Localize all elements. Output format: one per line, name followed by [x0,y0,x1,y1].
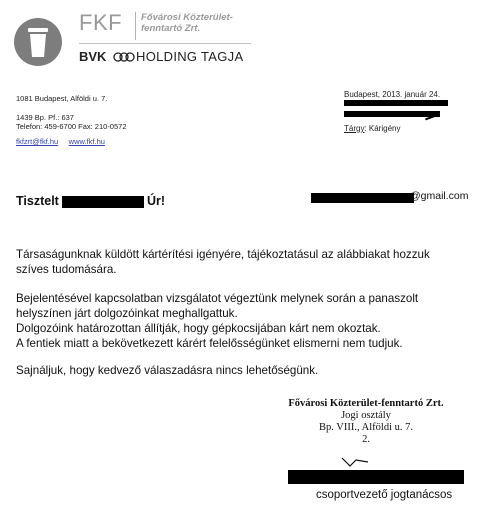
paragraph-2-line-4: A fentiek miatt a bekövetkezett kárért felelősségünket elismerni nem tudjuk. [16,337,403,350]
stamp-line-2: Jogi osztály [341,410,391,421]
signer-title: csoportvezető jogtanácsos [316,489,453,501]
stamp-line-3: Bp. VIII., Alföldi u. 7. [318,422,413,433]
header-rule [79,43,251,44]
salutation-start: Tisztelt [16,194,59,208]
redacted-email [311,193,414,203]
org-name-line2: fenntartó Zrt. [141,23,201,34]
redacted-signer-name [288,470,464,484]
paragraph-1-line-1: Társaságunknak küldött kártérítési igényére, tájékoztatásul az alábbiakat hozzuk [16,248,430,261]
address-phone: Telefon: 459-6700 Fax: 210-0572 [16,122,127,131]
trash-bin-logo-icon [27,28,49,58]
date-line: Budapest, 2013. január 24. [344,90,441,99]
department-stamp [266,398,466,445]
redacted-reference [344,100,448,106]
contact-links [16,131,105,149]
org-name-line1: Fővárosi Közterület- [141,12,233,23]
header-divider [135,12,136,40]
signature-mark [340,456,370,468]
paragraph-2-line-2: helyszínen járt dolgozóinkat meghallgattuk. [16,307,238,320]
address-pobox: 1439 Bp. Pf.: 637 [16,113,74,122]
subject-label: Tárgy [344,124,365,133]
paragraph-2-line-3: Dolgozóink határozottan állítják, hogy gépkocsijában kárt nem okoztak. [16,322,381,335]
paragraph-2-line-1: Bejelentésével kapcsolatban vizsgálatot végeztünk melynek során a panaszolt [16,292,419,305]
redacted-reference-2 [344,111,440,117]
stamp-line-1: Fővárosi Közterület-fenntartó Zrt. [288,398,444,409]
paragraph-3-line-1: Sajnáljuk, hogy kedvező válaszadásra nincs lehetőségünk. [16,364,319,377]
subject-line [344,124,400,133]
web-link[interactable]: www.fkf.hu [68,137,105,146]
redacted-name [62,196,144,208]
address-street: 1081 Budapest, Alföldi u. 7. [16,94,108,103]
email-tail: @gmail.com [410,190,469,202]
email-link[interactable]: fkfzrt@fkf.hu [16,137,59,146]
bvk-label: BVK [79,49,107,64]
salutation-end: Úr! [147,194,166,208]
brand-fkf: FKF [79,10,123,35]
holding-label: HOLDING TAGJA [136,49,244,64]
subject-value: : Kárigény [364,124,401,133]
paragraph-1-line-2: szíves tudomására. [16,263,117,276]
stamp-line-4: 2. [362,434,370,445]
holding-emblem-icon [113,50,135,64]
